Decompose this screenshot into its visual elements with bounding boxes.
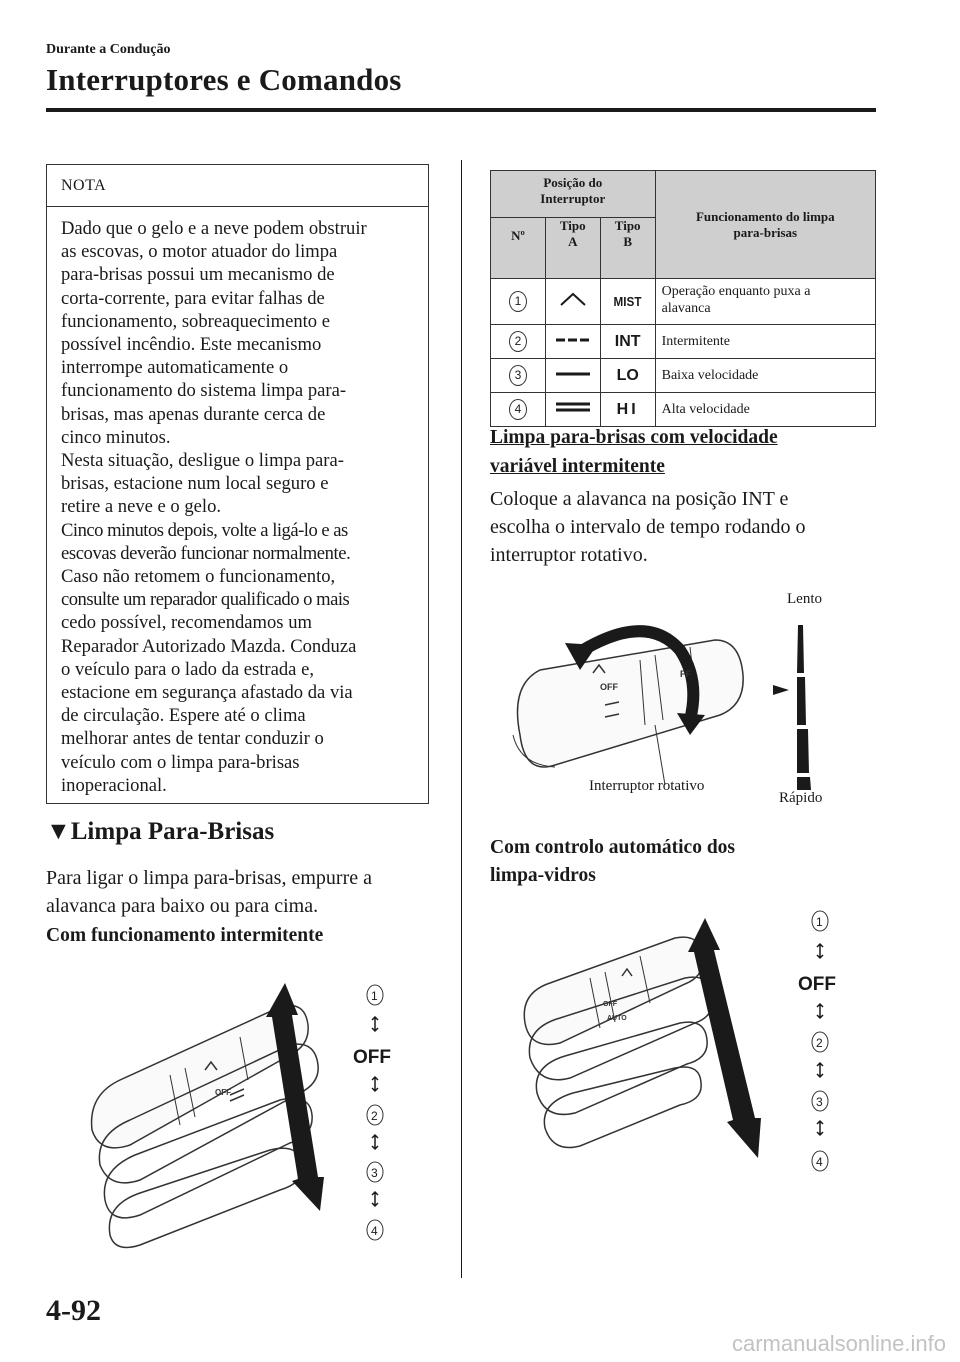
note-line: Cinco minutos depois, volte a ligá-lo e as — [61, 519, 348, 541]
cell-desc — [655, 279, 875, 325]
header-type-b-line: B — [623, 234, 632, 249]
updown-arrow-icon — [817, 1063, 823, 1077]
header-position-line: Interruptor — [540, 191, 606, 206]
lever-ff-label: FF — [680, 669, 691, 679]
cell-no — [491, 279, 546, 325]
variable-text-line: escolha o intervalo de tempo rodando o — [490, 516, 806, 538]
double-arrow-icon — [688, 918, 761, 1158]
position-number: 3 — [816, 1095, 823, 1109]
note-line: Reparador Autorizado Mazda. Conduza — [61, 635, 357, 657]
position-number: 2 — [371, 1109, 378, 1123]
updown-arrow-icon — [817, 1004, 823, 1018]
single-line-icon — [553, 368, 593, 380]
note-line: retire a neve e o gelo. — [61, 496, 222, 518]
header-type-b-line: Tipo — [614, 218, 641, 233]
variable-heading — [490, 423, 778, 481]
watermark: carmanualsonline.info — [731, 1331, 946, 1356]
position-number: 2 — [509, 331, 527, 352]
header-no: Nº — [491, 218, 546, 279]
cell-type-a — [545, 359, 600, 393]
note-line: possível incêndio. Este mecanismo — [61, 334, 322, 356]
note-line: o veículo para o lado da estrada e, — [61, 658, 314, 680]
lever-off-label: OFF — [600, 682, 618, 692]
cell-no — [491, 325, 546, 359]
lever-stalk — [518, 640, 744, 767]
note-line: Nesta situação, desligue o limpa para- — [61, 450, 344, 472]
speed-bar — [797, 729, 809, 773]
cell-type-b — [600, 325, 655, 359]
position-column — [798, 911, 836, 1171]
cell-no — [491, 359, 546, 393]
label-fast: Rápido — [779, 790, 823, 806]
header-position-line: Posição do — [543, 175, 603, 190]
lever-figure-intermittent — [80, 975, 440, 1255]
cell-type-b — [600, 279, 655, 325]
updown-arrow-icon — [372, 1017, 378, 1031]
note-line: Dado que o gelo e a neve podem obstruir — [61, 218, 367, 239]
lever-stalk — [524, 937, 703, 1044]
page-number: 4-92 — [46, 1294, 101, 1327]
speed-bar — [797, 777, 811, 790]
subheading-intermittent: Com funcionamento intermitente — [46, 925, 324, 946]
variable-heading-line: Limpa para-brisas com velocidade — [490, 427, 778, 448]
header-type-b — [600, 218, 655, 279]
header-function-line: Funcionamento do limpa — [695, 208, 835, 224]
leader-line — [655, 725, 665, 785]
note-line: funcionamento do sistema limpa para- — [61, 380, 347, 402]
cell-desc — [655, 393, 875, 427]
position-number: 4 — [371, 1224, 378, 1238]
note-box — [46, 164, 429, 804]
wiper-modes-table — [490, 170, 876, 427]
cell-type-b — [600, 393, 655, 427]
variable-text-line: Coloque a alavanca na posição INT e — [490, 488, 789, 510]
lever-stalk — [109, 1148, 302, 1247]
cell-type-a — [545, 393, 600, 427]
desc-line: alavanca — [661, 301, 711, 316]
chevron-up-icon — [553, 289, 593, 309]
note-line: consulte um reparador qualificado o mais — [61, 589, 350, 611]
desc-line: Alta velocidade — [661, 402, 750, 417]
note-line: Caso não retomem o funcionamento, — [61, 566, 336, 588]
lever-figure-auto — [515, 908, 855, 1178]
desc-line: Intermitente — [661, 334, 731, 349]
note-line: inoperacional. — [61, 774, 167, 796]
speed-bar — [797, 625, 804, 673]
type-b-label: LO — [616, 366, 639, 384]
header-function — [655, 171, 875, 279]
title-rule — [46, 108, 876, 112]
label-slow: Lento — [787, 591, 822, 607]
position-number: 1 — [371, 989, 378, 1003]
note-body — [61, 217, 421, 797]
note-line: de circulação. Espere até o clima — [61, 705, 306, 727]
position-number: 4 — [816, 1155, 823, 1169]
speed-scale — [773, 625, 811, 790]
note-line: corta-corrente, para evitar falhas de — [61, 287, 325, 309]
note-line: cinco minutos. — [61, 426, 171, 448]
updown-arrow-icon — [372, 1192, 378, 1206]
cell-desc — [655, 359, 875, 393]
position-number: 4 — [509, 399, 527, 420]
lever-off-label: OFF — [215, 1088, 231, 1097]
double-line-icon — [553, 400, 593, 414]
position-number: 3 — [509, 365, 527, 386]
position-number: 1 — [509, 291, 527, 312]
header-function-line: para-brisas — [733, 224, 798, 240]
header-type-a — [545, 218, 600, 279]
variable-text-line: interruptor rotativo. — [490, 544, 648, 566]
section-text — [46, 864, 446, 920]
updown-arrow-icon — [817, 1121, 823, 1135]
table-row — [491, 325, 876, 359]
position-number: 2 — [816, 1036, 823, 1050]
cell-type-a — [545, 325, 600, 359]
note-line: escovas deverão funcionar normalmente. — [61, 542, 351, 564]
off-label: OFF — [353, 1047, 391, 1068]
note-line: estacione em segurança afastado da via — [61, 682, 353, 704]
note-line: melhorar antes de tentar conduzir o — [61, 728, 324, 750]
note-line: brisas, mas apenas durante cerca de — [61, 403, 326, 425]
breadcrumb: Durante a Condução — [46, 42, 171, 57]
updown-arrow-icon — [372, 1135, 378, 1149]
cell-no — [491, 393, 546, 427]
cell-desc — [655, 325, 875, 359]
auto-heading-line: Com controlo automático dos — [490, 837, 735, 858]
auto-heading-line: limpa-vidros — [490, 865, 596, 886]
lever-off-label: OFF — [603, 1001, 617, 1008]
table-row — [491, 359, 876, 393]
position-number: 3 — [371, 1166, 378, 1180]
table-row — [491, 393, 876, 427]
desc-line: Operação enquanto puxa a — [661, 284, 811, 299]
note-line: funcionamento, sobreaquecimento e — [61, 310, 330, 332]
note-line: interrompe automaticamente o — [61, 357, 289, 379]
page-title: Interruptores e Comandos — [46, 62, 402, 97]
position-column — [353, 985, 391, 1240]
note-header — [47, 165, 428, 207]
type-b-label: INT — [614, 332, 641, 350]
table-row — [491, 279, 876, 325]
section-text-line: Para ligar o limpa para-brisas, empurre a — [46, 867, 372, 889]
lever-auto-label: AUTO — [607, 1015, 627, 1022]
note-line: as escovas, o motor atuador do limpa — [61, 241, 338, 263]
cell-type-b — [600, 359, 655, 393]
updown-arrow-icon — [817, 944, 823, 958]
position-number: 1 — [816, 915, 823, 929]
variable-text — [490, 485, 805, 569]
header-position — [491, 171, 656, 218]
note-line: cedo possível, recomendamos um — [61, 612, 312, 634]
pointer-icon — [773, 685, 789, 695]
note-line: veículo com o limpa para-brisas — [61, 751, 300, 773]
header-type-a-line: Tipo — [559, 218, 586, 233]
note-line: para-brisas possui um mecanismo de — [61, 264, 335, 286]
off-label: OFF — [798, 974, 836, 995]
updown-arrow-icon — [372, 1077, 378, 1091]
speed-bar — [797, 677, 806, 725]
dashed-line-icon — [553, 334, 593, 346]
note-line: brisas, estacione num local seguro e — [61, 473, 329, 495]
type-b-label: MIST — [613, 293, 642, 309]
header-type-a-line: A — [568, 234, 578, 249]
auto-heading — [490, 834, 735, 890]
type-b-label: HI — [616, 400, 639, 418]
table-header-row — [491, 171, 876, 218]
section-text-line: alavanca para baixo ou para cima. — [46, 895, 319, 917]
label-rotary-switch: Interruptor rotativo — [589, 778, 705, 794]
note-label: NOTA — [61, 177, 107, 194]
variable-heading-line: variável intermitente — [490, 456, 665, 477]
cell-type-a — [545, 279, 600, 325]
section-heading: ▼Limpa Para-Brisas — [46, 818, 275, 845]
column-divider — [461, 160, 462, 1278]
desc-line: Baixa velocidade — [661, 368, 759, 383]
